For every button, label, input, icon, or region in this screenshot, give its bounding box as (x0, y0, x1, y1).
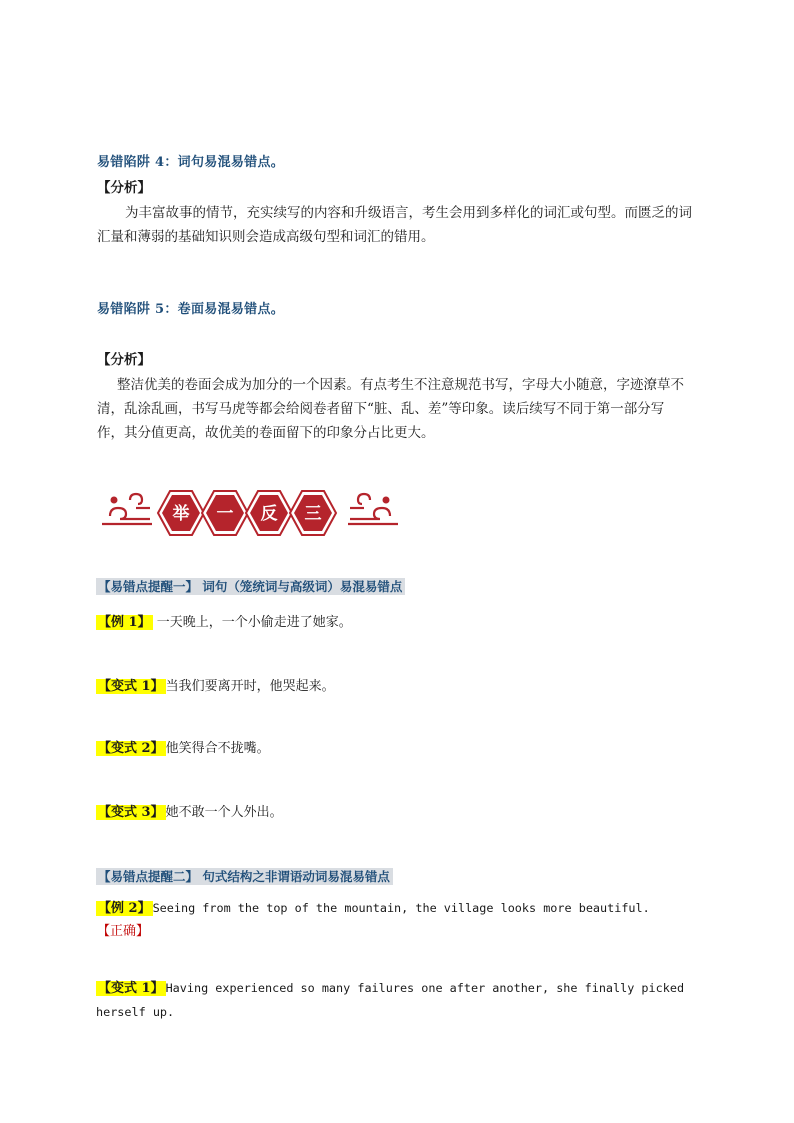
trap4-analysis-label: 【分析】 (97, 180, 151, 196)
variant-2-tag: 【变式 2】 (98, 741, 164, 756)
example-1-text: 一天晚上，一个小偷走进了她家。 (156, 615, 352, 630)
trap5-analysis-label: 【分析】 (97, 352, 151, 368)
variant-2-1-text-line2: herself up. (96, 1005, 175, 1019)
tip2-heading: 【易错点提醒二】 句式结构之非谓语动词易混易错点 (96, 868, 393, 885)
variant-3 (96, 801, 283, 820)
example-2-text: Seeing from the top of the mountain, the village looks more beautiful. (152, 901, 650, 915)
right-cloud-ornament (348, 494, 398, 524)
section-banner (100, 482, 400, 544)
banner-char-3: 反 (260, 504, 278, 524)
example-2 (96, 897, 650, 916)
trap4-title: 易错陷阱 4：词句易混易错点。 (97, 155, 285, 170)
tip1-heading: 【易错点提醒一】 词句（笼统词与高级词）易混易错点 (96, 578, 405, 595)
variant-3-text: 她不敢一个人外出。 (165, 805, 283, 820)
variant-1 (96, 675, 335, 694)
banner-char-2: 一 (216, 504, 234, 524)
variant-2-1 (96, 977, 684, 996)
variant-3-tag: 【变式 3】 (98, 805, 164, 820)
trap5-title: 易错陷阱 5：卷面易混易错点。 (97, 302, 285, 317)
correct-label: 【正确】 (97, 924, 150, 939)
variant-1-text: 当我们要离开时，他哭起来。 (165, 679, 335, 694)
example-1 (96, 611, 352, 630)
example-2-tag: 【例 2】 (98, 901, 151, 916)
example-1-tag: 【例 1】 (98, 615, 151, 630)
variant-2-1-tag: 【变式 1】 (98, 981, 164, 996)
variant-2-1-text-line1: Having experienced so many failures one after another, she finally picked (165, 981, 685, 995)
banner-char-4: 三 (304, 504, 322, 524)
variant-2-text: 他笑得合不拢嘴。 (165, 741, 270, 756)
trap4-analysis-text: 为丰富故事的情节，充实续写的内容和升级语言，考生会用到多样化的词汇或句型。而匮乏的词汇量和薄弱的基础知识则会造成高级句型和词汇的错用。 (97, 205, 692, 245)
banner-char-1: 举 (172, 504, 190, 524)
variant-1-tag: 【变式 1】 (98, 679, 164, 694)
left-cloud-ornament (102, 494, 152, 524)
trap5-analysis-text: 整洁优美的卷面会成为加分的一个因素。有点考生不注意规范书写，字母大小随意，字迹潦草不清，乱涂乱画，书写马虎等都会给阅卷者留下“脏、乱、差”等印象。读后续写不同于第一部分写作，其分值更高，故优美的卷面留下的印象分占比更大。 (97, 377, 684, 441)
variant-2 (96, 737, 270, 756)
